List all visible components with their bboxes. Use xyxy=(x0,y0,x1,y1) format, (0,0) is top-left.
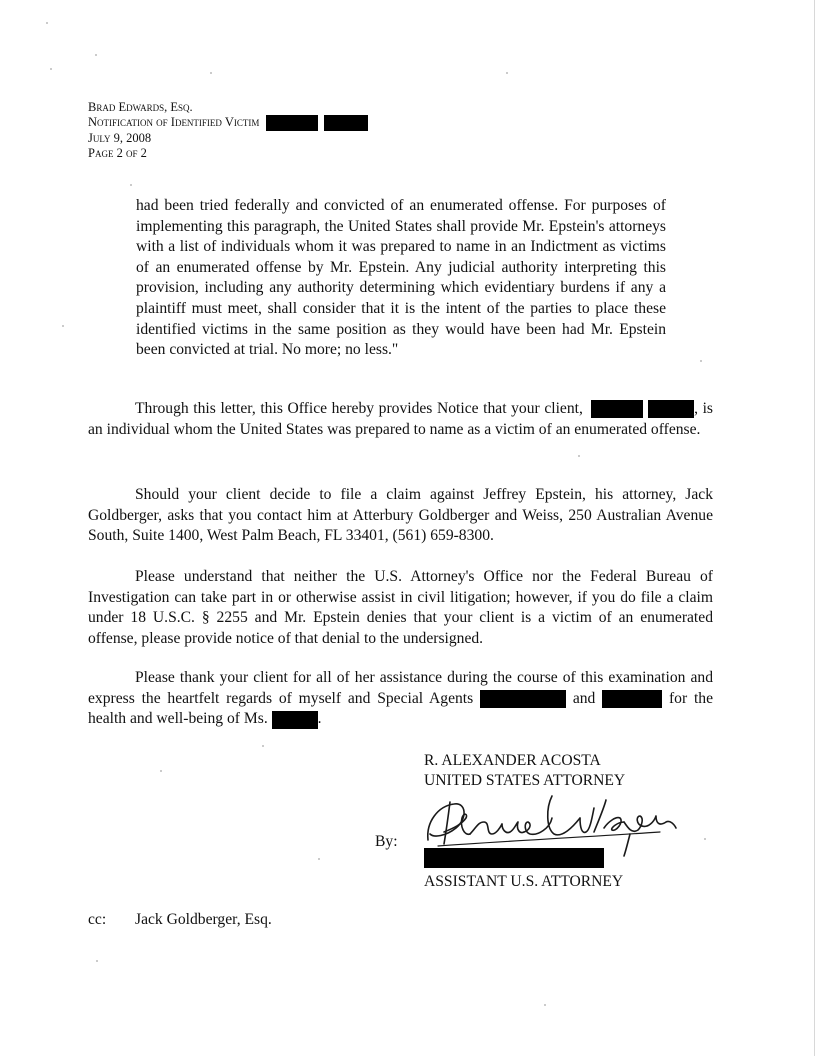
thanks-text-and: and xyxy=(572,689,596,707)
notice-paragraph xyxy=(88,399,713,440)
claim-paragraph: Should your client decide to file a claim against Jeffrey Epstein, his attorney, Jack Goldberger, asks that you contact him at Atterbury Goldberger and Weiss, 250 Australian Avenue South, Suite 1400, West Palm Beach, FL 33401, (561) 659-8300. xyxy=(88,486,713,545)
scan-speck xyxy=(130,184,132,186)
thanks-text-start: Please thank your client for all of her assistance during the course of this examination and express the heartfelt regards of myself and Special Agents xyxy=(88,669,713,707)
header-subject-row xyxy=(88,115,368,131)
litigation-paragraph: Please understand that neither the U.S. Attorney's Office nor the Federal Bureau of Investigation can take part in or otherwise assist in civil litigation; however, if you do file a claim under 18 U.S.C. § 2255 and Mr. Epstein denies that your client is a victim of an enumerated offense, please provide notice of that denial to the undersigned. xyxy=(88,568,713,647)
scan-speck xyxy=(210,72,212,74)
notice-text-start: Through this letter, this Office hereby provides Notice that your client, xyxy=(135,400,583,417)
redaction-box xyxy=(648,400,694,418)
scan-edge-line xyxy=(814,0,815,1056)
redaction-box xyxy=(266,115,318,131)
thanks-paragraph xyxy=(88,668,713,730)
header-subject: Notification of Identified Victim xyxy=(88,115,260,129)
signatory-role: ASSISTANT U.S. ATTORNEY xyxy=(424,873,624,890)
redaction-box xyxy=(591,400,643,418)
redaction-box xyxy=(602,690,662,708)
scan-speck xyxy=(704,838,706,840)
signatory-title: UNITED STATES ATTORNEY xyxy=(424,772,626,789)
header-recipient: Brad Edwards, Esq. xyxy=(88,100,193,114)
scan-speck xyxy=(506,72,508,74)
scan-speck xyxy=(700,360,702,362)
scan-speck xyxy=(262,745,264,747)
redaction-box xyxy=(272,711,318,729)
cc-recipient: Jack Goldberger, Esq. xyxy=(135,911,272,928)
scan-speck xyxy=(578,455,580,457)
signatory-name: R. ALEXANDER ACOSTA xyxy=(424,752,601,769)
thanks-text-middle: for the health and well-being of Ms. xyxy=(88,689,714,728)
scan-speck xyxy=(318,858,320,860)
redaction-box xyxy=(424,848,604,868)
quoted-paragraph: had been tried federally and convicted of an enumerated offense. For purposes of implementing this paragraph, the United States shall provide Mr. Epstein's attorneys with a list of individuals whom it was prepared to name in an Indictment as victims of an enumerated offense by Mr. Epstein. Any judicial authority interpreting this provision, including any authority determining which evidentiary burdens if any a plaintiff must meet, shall consider that it is the intent of the parties to place these identified victims in the same position as they would have been had Mr. Epstein been convicted at trial. No more; no less." xyxy=(136,197,666,359)
scan-speck xyxy=(95,54,97,56)
scan-speck xyxy=(160,770,162,772)
redaction-box xyxy=(324,115,368,131)
letter-header xyxy=(88,100,368,161)
cc-label: cc: xyxy=(88,911,107,928)
redaction-box xyxy=(480,690,566,708)
thanks-text-end: . xyxy=(317,710,322,728)
header-page: Page 2 of 2 xyxy=(88,146,147,161)
cc-line xyxy=(88,911,272,929)
by-label: By: xyxy=(375,833,398,850)
scan-speck xyxy=(544,1004,546,1006)
scan-speck xyxy=(96,960,98,962)
scan-speck xyxy=(50,68,52,70)
notice-text-end: , is an individual whom the United States was prepared to name as a victim of an enumerated offense. xyxy=(88,400,713,438)
scan-speck xyxy=(46,22,48,24)
header-date: July 9, 2008 xyxy=(88,131,152,146)
scan-speck xyxy=(62,325,64,327)
